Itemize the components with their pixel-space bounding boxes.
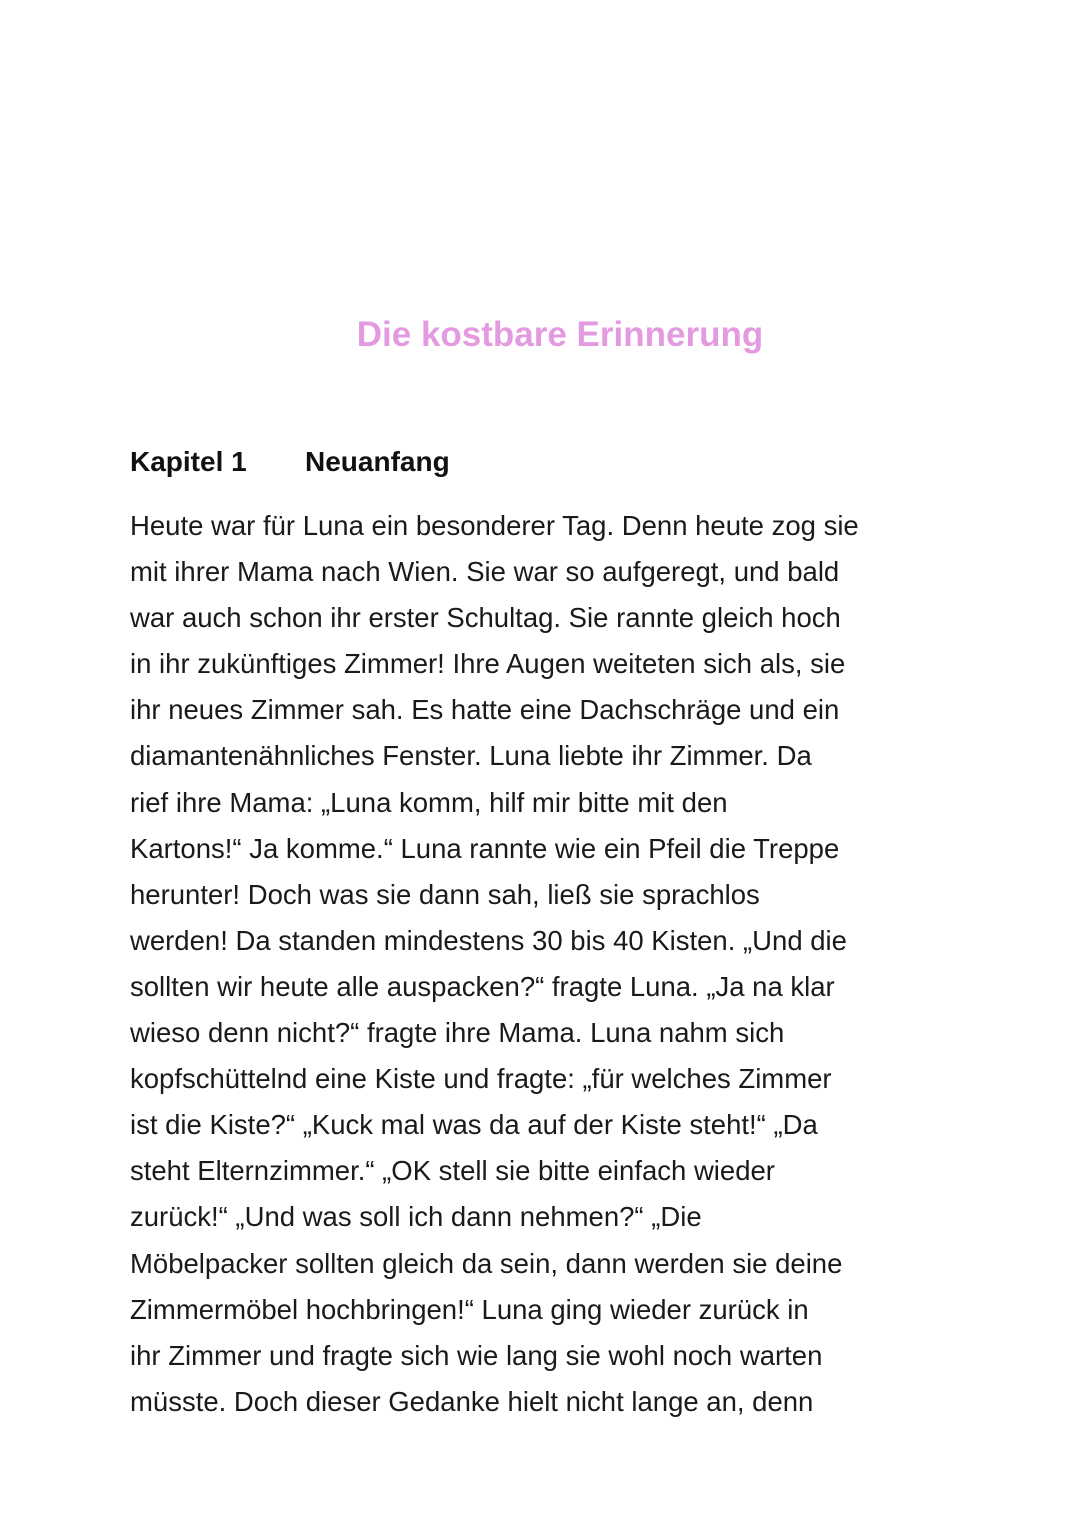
body-text-line: Heute war für Luna ein besonderer Tag. Denn heute zog sie xyxy=(130,510,859,541)
body-text-line: ihr neues Zimmer sah. Es hatte eine Dachschräge und ein xyxy=(130,694,840,726)
body-text-line: müsste. Doch dieser Gedanke hielt nicht lange an, denn xyxy=(130,1385,814,1417)
body-text-line: diamantenähnliches Fenster. Luna liebte ihr Zimmer. Da xyxy=(130,740,812,772)
body-text-line: werden! Da standen mindestens 30 bis 40 Kisten. „Und die xyxy=(130,924,847,956)
body-text-line: mit ihrer Mama nach Wien. Sie war so aufgeregt, und bald xyxy=(130,556,840,588)
body-text-line: Zimmermöbel hochbringen!“ Luna ging wieder zurück in xyxy=(130,1293,809,1325)
body-text-line: steht Elternzimmer.“ „OK stell sie bitte einfach wieder xyxy=(130,1155,775,1187)
body-text-line: in ihr zukünftiges Zimmer! Ihre Augen weiteten sich als, sie xyxy=(130,648,846,680)
body-text-line: kopfschüttelnd eine Kiste und fragte: „für welches Zimmer xyxy=(130,1063,832,1095)
body-text-line: Kartons!“ Ja komme.“ Luna rannte wie ein Pfeil die Treppe xyxy=(130,832,840,864)
body-text-line: sollten wir heute alle auspacken?“ fragte Luna. „Ja na klar xyxy=(130,970,835,1002)
body-text-line: rief ihre Mama: „Luna komm, hilf mir bitte mit den xyxy=(130,786,728,818)
body-text-line: herunter! Doch was sie dann sah, ließ sie sprachlos xyxy=(130,878,760,910)
chapter-body-text xyxy=(130,503,960,1425)
chapter-heading xyxy=(130,444,450,480)
body-text-line: Möbelpacker sollten gleich da sein, dann werden sie deine xyxy=(130,1247,843,1279)
document-title: Die kostbare Erinnerung xyxy=(356,315,764,354)
body-text-line: wieso denn nicht?“ fragte ihre Mama. Luna nahm sich xyxy=(130,1017,785,1049)
chapter-name: Neuanfang xyxy=(305,446,450,477)
body-text-line: war auch schon ihr erster Schultag. Sie rannte gleich hoch xyxy=(130,602,841,634)
chapter-label: Kapitel 1 xyxy=(130,446,247,477)
body-text-line: ihr Zimmer und fragte sich wie lang sie wohl noch warten xyxy=(130,1339,823,1371)
body-text-line: zurück!“ „Und was soll ich dann nehmen?“ „Die xyxy=(130,1201,702,1233)
body-text-line: ist die Kiste?“ „Kuck mal was da auf der Kiste steht!“ „Da xyxy=(130,1109,818,1141)
